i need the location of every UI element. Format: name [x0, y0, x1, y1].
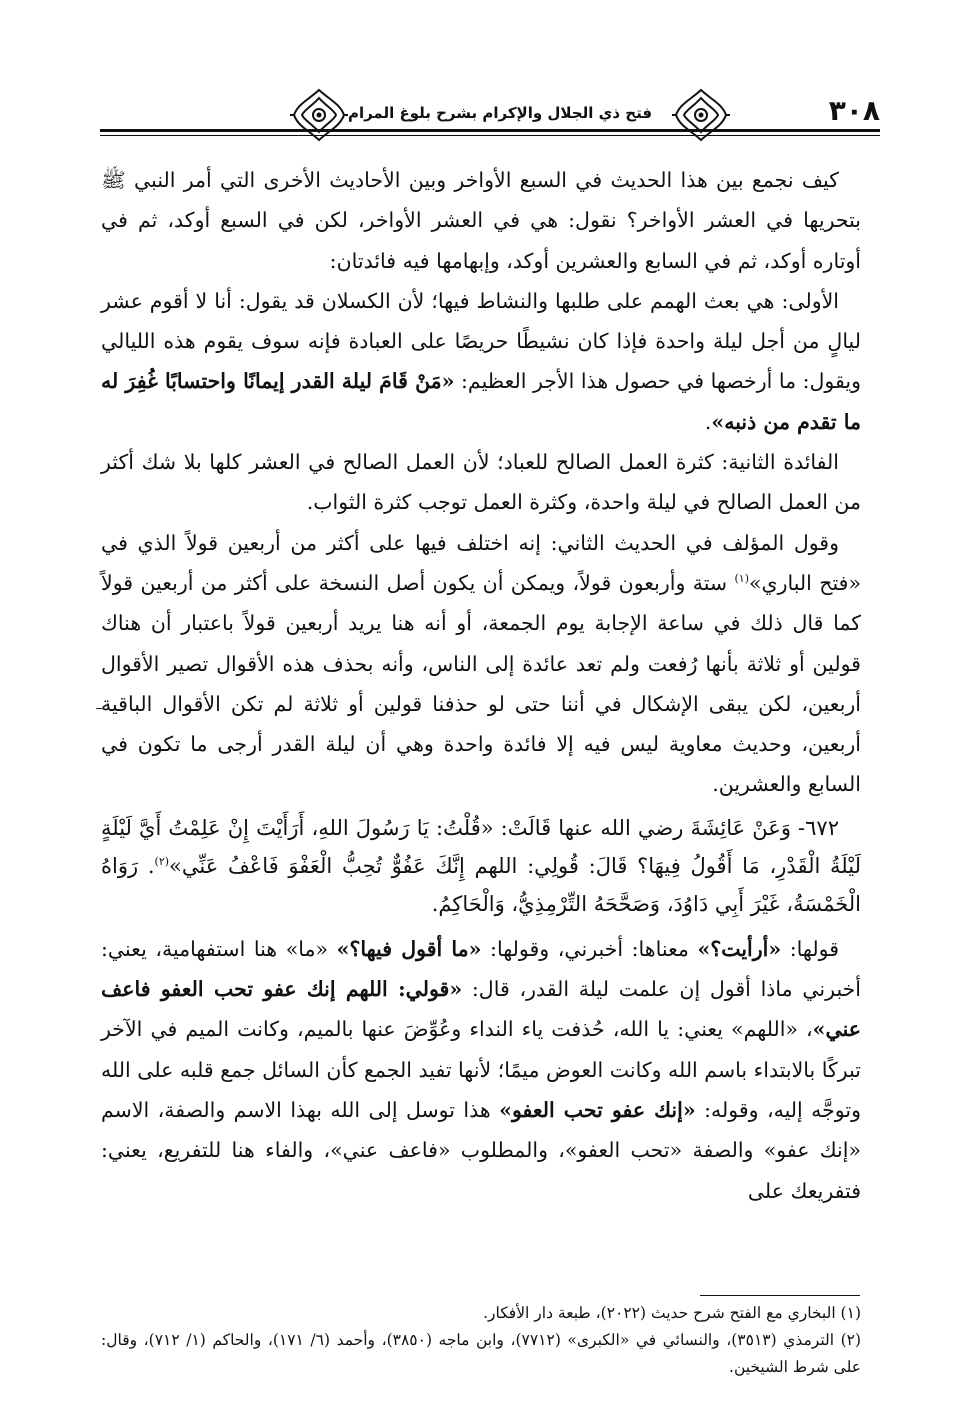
- page-header: [100, 86, 880, 146]
- footnote-separator: [700, 1295, 860, 1296]
- ornament-icon: [672, 86, 730, 144]
- ornament-icon: [290, 86, 348, 144]
- bold-quote: «قولي: اللهم إنك عفو تحب العفو فاعف عني»: [101, 977, 861, 1042]
- text-run: الأولى: هي بعث الهمم على طلبها والنشاط فيها؛ لأن الكسلان قد يقول: أنا لا أقوم عشر ليالٍ من أجل ليلة واحدة فإذا كان نشيطًا حريصًا على العبادة فإنه سوف يقوم هذه الليالي ويقول: ما أرخصها في حصول هذا الأجر العظيم:: [101, 288, 861, 394]
- text-run: ستة وأربعون قولاً، ويمكن أن يكون أصل النسخة على أكثر من أربعين قولاً كما قال ذلك في ساعة الإجابة يوم الجمعة، أو أنه هنا يريد أربعين قولاً باعتبار أن هناك قولين أو ثلاثة بأنها رُفعت ولم تعد عائدة إلى الناس، وأنه بحذف هذه الأقوال تصير الأقوال أربعين، لكن يبقى الإشكال في أننا حتى لو حذفنا قولين أو ثلاثة لم تكن الأقوال الباقية أربعين، وحديث معاوية ليس فيه إلا فائدة واحدة وهي أن ليلة القدر أرجى ما تكون في السابع والعشرين.: [101, 570, 861, 797]
- paragraph: [101, 523, 861, 805]
- text-run: معناها: أخبرني، وقولها:: [481, 936, 698, 961]
- paragraph: [101, 929, 861, 1211]
- footnote-ref[interactable]: (٢): [154, 854, 170, 868]
- bold-quote: «أرأيت؟»: [697, 936, 782, 961]
- header-rule: [100, 129, 880, 132]
- page-number: ٣٠٨: [828, 94, 880, 127]
- footnotes: [101, 1300, 861, 1381]
- text-run: هذا توسل إلى الله بهذا الاسم والصفة، الاسم «إنك عفو» والصفة «تحب العفو»، والمطلوب «فاعف عني»، والفاء هنا للتفريع، يعني: فتفريعك على: [101, 1097, 861, 1203]
- text-run: قولها:: [781, 936, 839, 961]
- text-run: «ما» هنا استفهامية، يعني: أخبرني ماذا أقول إن علمت ليلة القدر، قال:: [101, 936, 861, 1002]
- footnote: (٢) الترمذي (٣٥١٣)، والنسائي في «الكبرى» (٧٧١٢)، وابن ماجه (٣٨٥٠)، وأحمد (٦/ ١٧١)، والحاكم (١/ ٧١٢)، وقال: على شرط الشيخين.: [101, 1331, 862, 1376]
- main-text: [101, 160, 861, 1211]
- text-run: .: [704, 409, 712, 434]
- bold-quote: «ما أقول فيها؟»: [336, 936, 482, 961]
- text-run: . رَوَاهُ الْخَمْسَةُ، غَيْرَ أَبِي دَاوُدَ، وَصَحَّحَهُ التِّرْمِذِيُّ، وَالْحَاكِمُ.: [101, 853, 861, 916]
- running-title: فتح ذي الجلال والإكرام بشرح بلوغ المرام: [335, 104, 665, 122]
- hadith-quote: «مَنْ قَامَ ليلة القدر إيمانًا واحتسابًا غُفِرَ له ما تقدم من ذنبه»: [101, 369, 861, 434]
- bold-quote: «إنك عفو تحب العفو»: [499, 1097, 696, 1122]
- paragraph: [101, 281, 861, 442]
- paragraph: كيف نجمع بين هذا الحديث في السبع الأواخر وبين الأحاديث الأخرى التي أمر النبي ﷺ بتحريها في العشر الأواخر؟ نقول: هي في العشر الأواخر، لكن في السبع أوكد، ثم في أوتاره أوكد، ثم في السابع والعشرين أوكد، وإبهامها فيه فائدتان:: [101, 168, 861, 273]
- text-run: ، «اللهم» يعني: يا الله، حُذفت ياء النداء وعُوِّضَ عنها بالميم، وكانت الميم في الآخر تبركًا بالابتداء باسم الله وكانت العوض ميمًا؛ لأنها تفيد الجمع كأن السائل جمع قلبه على الله وتوجَّه إليه، وقوله:: [101, 1017, 861, 1122]
- text-run: وقول المؤلف في الحديث الثاني: إنه اختلف فيها على أكثر من أربعين قولاً الذي في «فتح الباري»: [101, 530, 862, 595]
- text-run: ٦٧٢- وَعَنْ عَائِشَةَ رضي الله عنها قَالَتْ: «قُلْتُ: يَا رَسُولَ اللهِ، أَرَأَيْتَ إِنْ عَلِمْتُ أَيَّ لَيْلَةٍ لَيْلَةُ الْقَدْرِ، مَا أَقُولُ فِيهَا؟ قَالَ: قُولِي: اللهم إِنَّكَ عَفُوٌّ تُحِبُّ الْعَفْوَ فَاعْفُ عَنِّي»: [101, 815, 861, 878]
- header-rule-thin: [100, 135, 880, 136]
- paragraph: الفائدة الثانية: كثرة العمل الصالح للعباد؛ لأن العمل الصالح في العشر كلها بلا شك أكثر من العمل الصالح في ليلة واحدة، وكثرة العمل توجب كثرة الثواب.: [101, 450, 861, 515]
- footnote: (١) البخاري مع الفتح شرح حديث (٢٠٢٢)، طبعة دار الأفكار.: [483, 1304, 861, 1322]
- hadith-text: [101, 809, 861, 923]
- footnote-ref[interactable]: (١): [734, 572, 749, 586]
- margin-mark: [96, 708, 104, 709]
